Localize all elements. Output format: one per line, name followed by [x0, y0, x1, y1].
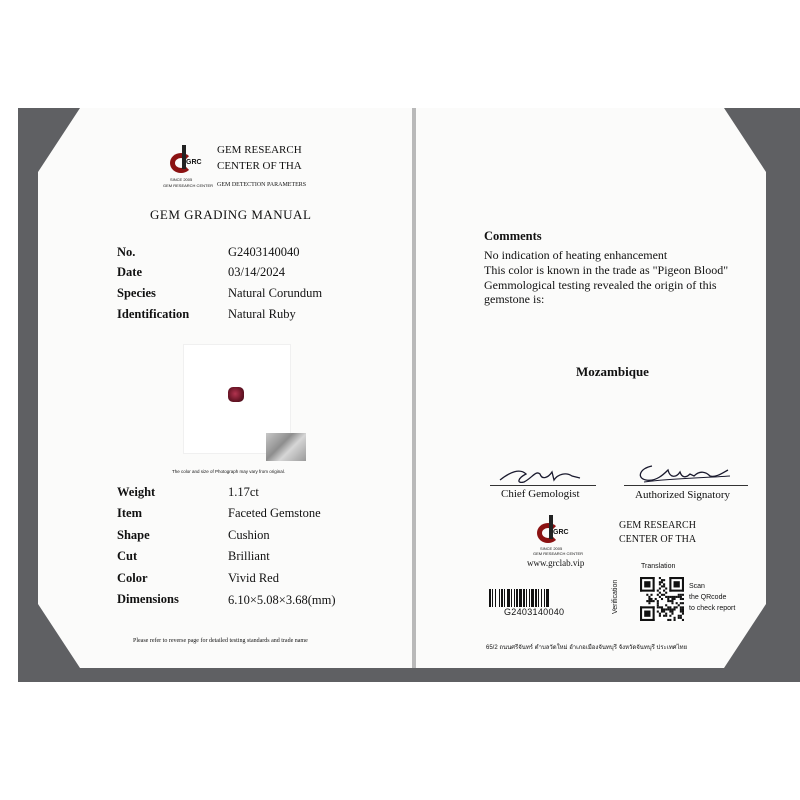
org-name-line3: GEM DETECTION PARAMETERS — [217, 182, 307, 188]
qr-module — [674, 617, 676, 619]
website: www.grclab.vip — [527, 558, 585, 568]
qr-module — [671, 602, 673, 604]
field-value-cut: Brilliant — [228, 549, 270, 563]
gemstone-photo — [183, 344, 291, 454]
qr-module — [644, 611, 650, 617]
qr-module — [657, 602, 659, 604]
field-label-species: Species — [117, 286, 156, 300]
qr-module — [682, 606, 684, 608]
top-right-corner-pocket — [724, 108, 766, 172]
qr-module — [669, 577, 684, 579]
signature-line-2 — [624, 485, 748, 486]
field-value-shape: Cushion — [228, 528, 270, 542]
field-value-dimensions: 6.10×5.08×3.68(mm) — [228, 593, 336, 607]
org-name-line1: GEM RESEARCH — [217, 144, 302, 156]
qr-module — [661, 606, 663, 608]
qr-module — [661, 581, 663, 583]
comment-line-4: gemstone is: — [484, 292, 545, 306]
origin-value: Mozambique — [576, 364, 649, 379]
right-page — [416, 108, 766, 668]
field-value-identification: Natural Ruby — [228, 307, 296, 321]
verification-qr-code[interactable] — [640, 577, 684, 621]
comment-line-1: No indication of heating enhancement — [484, 248, 668, 262]
org-name-right-line1: GEM RESEARCH — [619, 520, 696, 531]
qr-module — [661, 598, 663, 600]
qr-module — [667, 598, 669, 600]
field-value-species: Natural Corundum — [228, 286, 323, 300]
top-left-corner-pocket — [38, 108, 80, 172]
qr-module — [659, 587, 661, 589]
qr-module — [680, 602, 682, 604]
field-label-dimensions: Dimensions — [117, 592, 179, 606]
qr-module — [665, 596, 667, 598]
qr-module — [680, 594, 682, 596]
qr-module — [676, 602, 678, 604]
field-label-cut: Cut — [117, 549, 138, 563]
qr-module — [657, 600, 659, 602]
barcode-number: G2403140040 — [504, 607, 565, 617]
qr-module — [676, 596, 678, 598]
logo-since-right: SINCE 2005 — [540, 546, 563, 551]
qr-module — [665, 615, 667, 617]
scan-line-3: to check report — [689, 605, 736, 612]
logo-since: SINCE 2005 — [170, 177, 193, 182]
verification-label: Verification — [612, 579, 619, 614]
qr-module — [663, 590, 665, 592]
qr-module — [669, 608, 671, 610]
qr-module — [676, 606, 678, 608]
qr-module — [657, 590, 659, 592]
qr-module — [669, 619, 671, 621]
qr-module — [653, 600, 655, 602]
qr-module — [648, 600, 650, 602]
qr-module — [667, 608, 669, 610]
qr-module — [659, 613, 661, 615]
footer-note: Please refer to reverse page for detailed testing standards and trade name — [133, 638, 308, 644]
qr-module — [659, 615, 661, 617]
qr-module — [659, 592, 661, 594]
org-name-right-line2: CENTER OF THA — [619, 534, 697, 545]
qr-module — [663, 594, 665, 596]
qr-module — [682, 611, 684, 613]
qr-module — [682, 619, 684, 621]
qr-module — [663, 585, 665, 587]
qr-module — [678, 615, 680, 617]
qr-module — [669, 600, 671, 602]
qr-module — [671, 608, 673, 610]
qr-module — [674, 581, 680, 587]
logo-subtitle: GEM RESEARCH CENTER — [163, 183, 214, 188]
qr-module — [674, 598, 676, 600]
qr-module — [659, 581, 661, 583]
qr-module — [667, 596, 669, 598]
qr-module — [640, 577, 655, 579]
hologram-sticker — [266, 433, 306, 461]
qr-module — [678, 617, 680, 619]
authorized-signatory-signature — [634, 458, 732, 486]
logo-subtitle-right: GEM RESEARCH CENTER — [533, 551, 584, 556]
field-value-item: Faceted Gemstone — [228, 506, 321, 520]
qr-module — [680, 598, 682, 600]
qr-module — [671, 611, 673, 613]
qr-module — [640, 606, 655, 608]
field-value-weight: 1.17ct — [228, 485, 259, 499]
qr-module — [678, 604, 680, 606]
qr-module — [680, 617, 682, 619]
grc-logo — [170, 145, 202, 175]
qr-module — [678, 594, 680, 596]
qr-module — [669, 606, 671, 608]
qr-module — [661, 579, 663, 581]
qr-module — [659, 606, 661, 608]
logo-mark-text-right: GRC — [553, 529, 569, 536]
qr-module — [667, 606, 669, 608]
qr-module — [661, 611, 663, 613]
qr-module — [653, 606, 655, 621]
qr-module — [650, 598, 652, 600]
qr-module — [674, 606, 676, 608]
qr-module — [665, 608, 667, 610]
qr-module — [671, 600, 673, 602]
qr-module — [657, 606, 659, 608]
qr-module — [663, 615, 665, 617]
field-value-date: 03/14/2024 — [228, 265, 285, 279]
qr-module — [665, 613, 667, 615]
qr-module — [674, 619, 676, 621]
qr-module — [655, 598, 657, 600]
logo-mark-text: GRC — [186, 159, 202, 166]
qr-module — [657, 594, 659, 596]
document-title: GEM GRADING MANUAL — [150, 207, 312, 222]
qr-module — [667, 600, 669, 602]
comment-line-2: This color is known in the trade as "Pigeon Blood" — [484, 263, 729, 277]
signature-line-1 — [490, 485, 596, 486]
qr-module — [669, 577, 671, 592]
qr-module — [661, 594, 663, 596]
comments-heading: Comments — [484, 229, 542, 243]
field-value-color: Vivid Red — [228, 571, 279, 585]
qr-module — [665, 587, 667, 589]
chief-gemologist-title: Chief Gemologist — [501, 488, 580, 500]
qr-module — [640, 606, 642, 621]
qr-module — [671, 613, 673, 615]
address: 65/2 ถนนศรีจันทร์ ตำบลวัดใหม่ อำเภอเมืองจันทบุรี จังหวัดจันทบุรี ประเทศไทย — [486, 645, 688, 651]
photo-caption: The color and size of Photograph may vary from original. — [172, 469, 286, 474]
qr-module — [657, 604, 659, 606]
qr-module — [665, 604, 667, 606]
qr-module — [646, 594, 648, 596]
qr-module — [682, 598, 684, 600]
field-label-date: Date — [117, 265, 142, 279]
qr-module — [669, 615, 671, 617]
qr-module — [640, 590, 655, 592]
field-value-no: G2403140040 — [228, 245, 300, 259]
qr-module — [648, 602, 650, 604]
qr-module — [682, 613, 684, 615]
ruby-gem-image — [228, 387, 244, 402]
comment-line-3: Gemmological testing revealed the origin of this — [484, 278, 717, 292]
scan-line-1: Scan — [689, 583, 705, 590]
qr-module — [680, 608, 682, 610]
field-label-identification: Identification — [117, 307, 190, 321]
qr-module — [671, 598, 673, 600]
qr-module — [665, 592, 667, 594]
qr-module — [667, 619, 669, 621]
qr-module — [680, 596, 682, 598]
qr-module — [648, 596, 650, 598]
qr-module — [680, 615, 682, 617]
qr-module — [669, 590, 684, 592]
org-name-line2: CENTER OF THA — [217, 160, 302, 172]
qr-module — [682, 577, 684, 592]
qr-module — [646, 600, 648, 602]
barcode — [489, 589, 587, 607]
qr-module — [682, 594, 684, 596]
qr-module — [674, 596, 676, 598]
qr-module — [657, 611, 659, 613]
qr-module — [663, 608, 665, 610]
field-label-no: No. — [117, 245, 136, 259]
qr-module — [648, 598, 650, 600]
field-label-item: Item — [117, 506, 142, 520]
qr-module — [678, 596, 680, 598]
qr-module — [653, 577, 655, 592]
qr-module — [640, 619, 655, 621]
qr-module — [680, 606, 682, 608]
qr-module — [659, 596, 661, 598]
qr-module — [659, 577, 661, 579]
qr-module — [663, 611, 665, 613]
qr-module — [671, 596, 673, 598]
qr-module — [650, 600, 652, 602]
qr-module — [650, 594, 652, 596]
qr-module — [669, 596, 671, 598]
translation-label: Translation — [641, 563, 676, 570]
authorized-signatory-title: Authorized Signatory — [635, 489, 731, 501]
qr-module — [640, 577, 642, 592]
qr-module — [669, 611, 671, 613]
qr-module — [661, 585, 663, 587]
barcode-bar — [549, 589, 550, 607]
qr-module — [663, 583, 665, 585]
grc-logo-right — [537, 515, 569, 545]
scan-line-2: the QRcode — [689, 594, 727, 601]
page-gutter — [412, 108, 416, 668]
qr-module — [682, 608, 684, 610]
qr-module — [663, 579, 665, 581]
qr-module — [674, 608, 676, 610]
bottom-left-corner-pocket — [38, 604, 80, 668]
qr-module — [661, 608, 663, 610]
field-label-shape: Shape — [117, 528, 150, 542]
qr-module — [659, 583, 661, 585]
bottom-right-corner-pocket — [724, 604, 766, 668]
field-label-color: Color — [117, 571, 148, 585]
field-label-weight: Weight — [117, 485, 156, 499]
qr-module — [682, 602, 684, 604]
qr-module — [680, 611, 682, 613]
qr-module — [644, 581, 650, 587]
